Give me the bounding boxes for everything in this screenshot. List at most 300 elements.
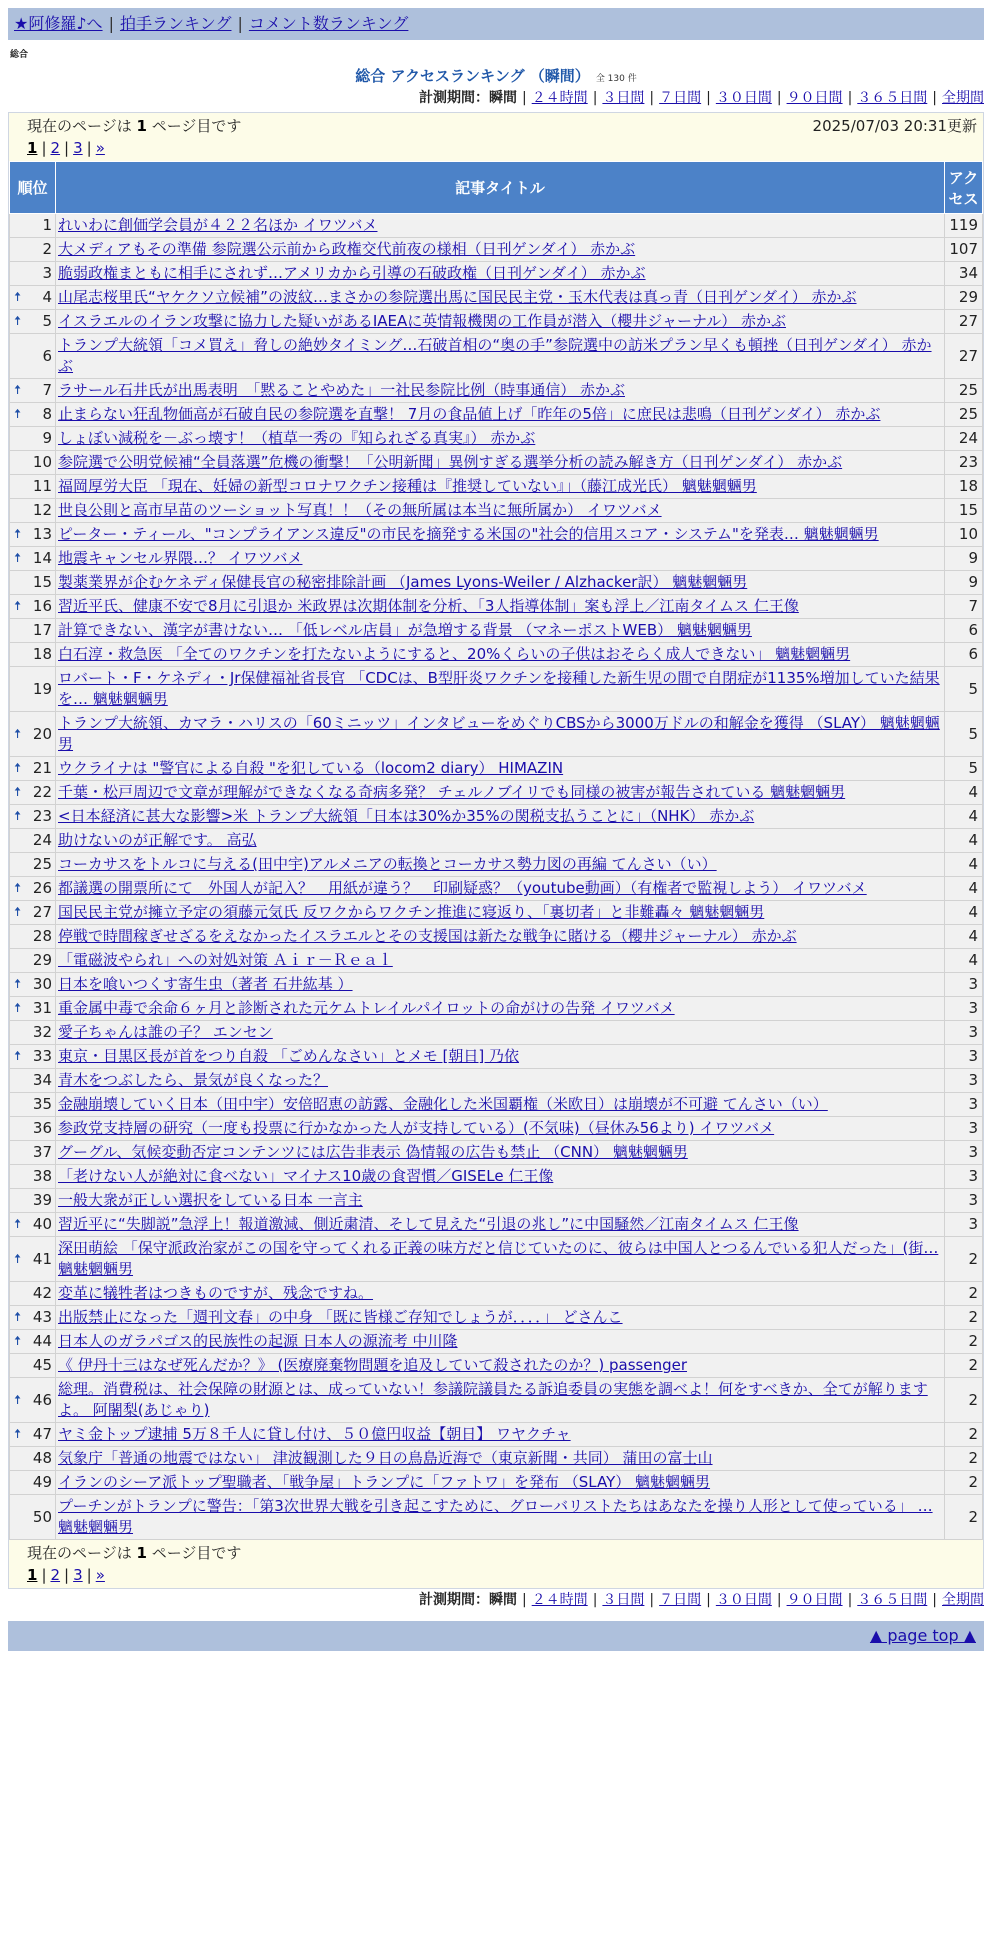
title-cell xyxy=(56,667,945,712)
title-cell xyxy=(56,499,945,523)
rank-number: 42 xyxy=(32,1284,52,1302)
table-row xyxy=(10,949,983,973)
ranking-heading xyxy=(8,65,984,87)
rank-cell xyxy=(10,451,56,475)
article-link[interactable]: ピーター・ティール、"コンプライアンス違反"の市民を摘発する米国の"社会的信用スコア・システム"を発表… 魑魅魍魎男 xyxy=(58,525,879,543)
table-row xyxy=(10,451,983,475)
rank-number: 7 xyxy=(42,381,52,399)
access-count: 5 xyxy=(945,757,983,781)
title-cell xyxy=(56,643,945,667)
title-cell xyxy=(56,1069,945,1093)
period-link[interactable]: ３日間 xyxy=(602,90,645,106)
table-row xyxy=(10,595,983,619)
access-count: 3 xyxy=(945,1045,983,1069)
table-row xyxy=(10,403,983,427)
rank-number: 39 xyxy=(32,1191,52,1209)
table-row xyxy=(10,571,983,595)
article-link[interactable]: 日本を喰いつくす寄生虫（著者 石井紘基 ） xyxy=(58,975,353,993)
article-link[interactable]: ラサール石井氏が出馬表明 「黙ることやめた」一社民参院比例（時事通信） 赤かぶ xyxy=(58,381,625,399)
current-page-suffix: ページ目です xyxy=(146,117,242,135)
rank-cell xyxy=(10,805,56,829)
access-count: 25 xyxy=(945,379,983,403)
article-link[interactable]: イランのシーア派トップ聖職者、「戦争屋」トランプに「ファトワ」を発布 （SLAY） 魑魅魍魎男 xyxy=(58,1473,711,1491)
rank-number: 24 xyxy=(32,831,52,849)
title-cell xyxy=(56,781,945,805)
rank-cell xyxy=(10,238,56,262)
rank-cell xyxy=(10,1447,56,1471)
rank-cell xyxy=(10,1021,56,1045)
article-link[interactable]: 止まらない狂乱物価高が石破自民の参院選を直撃！ 7月の食品値上げ「昨年の5倍」に庶民は悲鳴（日刊ゲンダイ） 赤かぶ xyxy=(58,405,881,423)
article-link[interactable]: れいわに創価学会員が４２２名ほか イワツバメ xyxy=(58,216,378,234)
article-link[interactable]: 脆弱政権まともに相手にされず…アメリカから引導の石破政権（日刊ゲンダイ） 赤かぶ xyxy=(58,264,646,282)
rank-number: 12 xyxy=(32,501,52,519)
page-separator: | xyxy=(41,1566,47,1584)
title-cell xyxy=(56,1354,945,1378)
period-link[interactable]: ９０日間 xyxy=(786,90,843,106)
access-count: 6 xyxy=(945,643,983,667)
table-row xyxy=(10,1069,983,1093)
article-link[interactable]: 一般大衆が正しい選択をしている日本 一言主 xyxy=(58,1191,363,1209)
current-page-number: 1 xyxy=(136,117,147,135)
up-arrow-icon: 🠅 xyxy=(14,1310,22,1325)
rank-cell xyxy=(10,499,56,523)
rank-cell xyxy=(10,523,56,547)
article-link[interactable]: 出版禁止になった「週刊文春」の中身 「既に皆様ご存知でしょうが．．．．」 どさんこ xyxy=(58,1308,623,1326)
page-link[interactable]: 2 xyxy=(50,139,61,157)
rank-number: 45 xyxy=(32,1356,52,1374)
access-count: 34 xyxy=(945,262,983,286)
rank-cell xyxy=(10,286,56,310)
clap-ranking-link[interactable]: 拍手ランキング xyxy=(119,14,232,33)
rank-cell xyxy=(10,829,56,853)
article-link[interactable]: 製薬業界が企むケネディ保健長官の秘密排除計画 （James Lyons-Weiler / Alzhacker訳） 魑魅魍魎男 xyxy=(58,573,748,591)
rank-number: 5 xyxy=(42,312,52,330)
article-link[interactable]: <日本経済に甚大な影響>米 トランプ大統領「日本は30%か35%の関税支払うことに」（NHK） 赤かぶ xyxy=(58,807,755,825)
access-count: 4 xyxy=(945,781,983,805)
access-count: 5 xyxy=(945,667,983,712)
article-link[interactable]: トランプ大統領「コメ買え」脅しの絶妙タイミング…石破首相の“奥の手”参院選中の訪米プラン早くも頓挫（日刊ゲンダイ） 赤かぶ xyxy=(58,336,932,375)
table-row xyxy=(10,619,983,643)
rank-number: 20 xyxy=(32,724,52,743)
article-link[interactable]: ウクライナは "警官による自殺 "を犯している（locom2 diary） HIMAZIN xyxy=(58,759,564,777)
access-count: 2 xyxy=(945,1330,983,1354)
rank-number: 13 xyxy=(32,525,52,543)
access-count: 2 xyxy=(945,1495,983,1540)
article-link[interactable]: グーグル、気候変動否定コンテンツには広告非表示 偽情報の広告も禁止 （CNN） 魑魅魍魎男 xyxy=(58,1143,688,1161)
article-link[interactable]: 深田萌絵 「保守派政治家がこの国を守ってくれる正義の味方だと信じていたのに、彼らは中国人とつるんでいる犯人だった」(街… 魑魅魍魎男 xyxy=(58,1239,939,1278)
rank-number: 32 xyxy=(32,1023,52,1041)
page-link[interactable]: 3 xyxy=(73,139,83,157)
access-count: 7 xyxy=(945,595,983,619)
rank-cell xyxy=(10,475,56,499)
article-link[interactable]: 地震キャンセル界隈…？ イワツバメ xyxy=(58,549,303,567)
table-row xyxy=(10,1093,983,1117)
rank-cell xyxy=(10,334,56,379)
rank-cell xyxy=(10,1423,56,1447)
title-cell xyxy=(56,1306,945,1330)
footer-bar xyxy=(8,1621,984,1651)
current-page-text xyxy=(27,1542,241,1564)
title-cell xyxy=(56,1423,945,1447)
page-link[interactable]: 3 xyxy=(73,1566,83,1584)
period-link[interactable]: ７日間 xyxy=(659,1592,702,1608)
page-separator: | xyxy=(41,139,47,157)
rank-number: 38 xyxy=(32,1167,52,1185)
access-count: 4 xyxy=(945,949,983,973)
rank-cell xyxy=(10,757,56,781)
article-link[interactable]: 習近平に“失脚説”急浮上！報道激減、側近粛清、そして見えた“引退の兆し”に中国騒然／江南タイムス 仁王像 xyxy=(58,1215,799,1233)
rank-cell xyxy=(10,973,56,997)
article-link[interactable]: 山尾志桜里氏“ヤケクソ立候補”の波紋…まさかの参院選出馬に国民民主党・玉木代表は真っ青（日刊ゲンダイ） 赤かぶ xyxy=(58,288,857,306)
rank-cell xyxy=(10,214,56,238)
table-row xyxy=(10,1354,983,1378)
article-link[interactable]: 都議選の開票所にて 外国人が記入？ 用紙が違う？ 印刷疑惑？（youtube動画）（有権者で監視しよう） イワツバメ xyxy=(58,879,867,897)
access-count: 3 xyxy=(945,1069,983,1093)
rank-cell xyxy=(10,1378,56,1423)
rank-number: 48 xyxy=(32,1449,52,1467)
period-separator: | xyxy=(649,90,655,106)
title-cell xyxy=(56,238,945,262)
table-row xyxy=(10,805,983,829)
table-row xyxy=(10,1378,983,1423)
home-link[interactable]: ★阿修羅♪へ xyxy=(14,14,103,33)
title-cell xyxy=(56,619,945,643)
rank-number: 23 xyxy=(32,807,52,825)
period-link[interactable]: ７日間 xyxy=(659,90,702,106)
title-cell xyxy=(56,973,945,997)
table-row xyxy=(10,523,983,547)
article-link[interactable]: 「老けない人が絶対に食べない」マイナス10歳の食習慣／GISELe 仁王像 xyxy=(58,1167,554,1185)
article-link[interactable]: イスラエルのイラン攻撃に協力した疑いがあるIAEAに英情報機関の工作員が潜入（櫻井ジャーナル） 赤かぶ xyxy=(58,312,786,330)
up-arrow-icon: 🠅 xyxy=(14,881,22,896)
period-separator: | xyxy=(776,1592,782,1608)
table-row xyxy=(10,1213,983,1237)
updated-timestamp: 2025/07/03 20:31更新 xyxy=(812,117,977,135)
access-count: 107 xyxy=(945,238,983,262)
title-cell xyxy=(56,286,945,310)
up-arrow-icon: 🠅 xyxy=(14,290,22,305)
access-count: 3 xyxy=(945,1189,983,1213)
article-link[interactable]: しょぼい減税を－ぶっ壊す！（植草一秀の『知られざる真実』） 赤かぶ xyxy=(58,429,536,447)
page-link-current[interactable]: 1 xyxy=(27,139,38,157)
page-separator: | xyxy=(64,139,70,157)
rank-cell xyxy=(10,1093,56,1117)
up-arrow-icon: 🠅 xyxy=(14,977,22,992)
article-link[interactable]: プーチンがトランプに警告：「第3次世界大戦を引き起こすために、グローバリストたちはあなたを操り人形として使っている」 … 魑魅魍魎男 xyxy=(58,1497,933,1536)
period-selector-bottom xyxy=(8,1589,984,1611)
period-link[interactable]: ９０日間 xyxy=(786,1592,843,1608)
table-row xyxy=(10,901,983,925)
access-count: 3 xyxy=(945,997,983,1021)
article-link[interactable]: 停戦で時間稼ぎせざるをえなかったイスラエルとその支援国は新たな戦争に賭ける（櫻井ジャーナル） 赤かぶ xyxy=(58,927,797,945)
rank-cell xyxy=(10,1354,56,1378)
period-separator: | xyxy=(776,90,782,106)
rank-number: 16 xyxy=(32,597,52,615)
table-row xyxy=(10,1021,983,1045)
table-row xyxy=(10,1495,983,1540)
article-link[interactable]: 青木をつぶしたら、景気が良くなった？ xyxy=(58,1071,329,1089)
article-link[interactable]: 世良公則と高市早苗のツーショット写真！！（その無所属は本当に無所属か） イワツバメ xyxy=(58,501,662,519)
article-link[interactable]: ヤミ金トップ逮捕 5万８千人に貸し付け、５０億円収益【朝日】 ワヤクチャ xyxy=(58,1425,571,1443)
table-row xyxy=(10,499,983,523)
rank-number: 3 xyxy=(42,264,52,282)
article-link[interactable]: 気象庁「普通の地震ではない」 津波観測した９日の鳥島近海で（東京新聞・共同） 蒲田の富士山 xyxy=(58,1449,713,1467)
title-cell xyxy=(56,757,945,781)
article-link[interactable]: トランプ大統領、カマラ・ハリスの「60ミニッツ」インタビューをめぐりCBSから3000万ドルの和解金を獲得 （SLAY） 魑魅魍魎男 xyxy=(58,714,940,753)
rank-number: 49 xyxy=(32,1473,52,1491)
rank-number: 9 xyxy=(42,429,52,447)
table-row xyxy=(10,214,983,238)
period-separator: | xyxy=(592,1592,598,1608)
access-count: 5 xyxy=(945,712,983,757)
title-cell xyxy=(56,1282,945,1306)
table-row xyxy=(10,829,983,853)
period-separator: | xyxy=(649,1592,655,1608)
table-row xyxy=(10,1117,983,1141)
rank-number: 22 xyxy=(32,783,52,801)
article-link[interactable]: 白石淳・救急医 「全てのワクチンを打たないようにすると、20%くらいの子供はおそらく成人できない」 魑魅魍魎男 xyxy=(58,645,851,663)
rank-cell xyxy=(10,667,56,712)
table-row xyxy=(10,1141,983,1165)
up-arrow-icon: 🠅 xyxy=(14,314,22,329)
rank-number: 47 xyxy=(32,1425,52,1443)
rank-number: 18 xyxy=(32,645,52,663)
article-link[interactable]: 国民民主党が擁立予定の須藤元気氏 反ワクからワクチン推進に寝返り、「裏切者」と非難轟々 魑魅魍魎男 xyxy=(58,903,765,921)
article-link[interactable]: 総理。消費税は、社会保障の財源とは、成っていない！参議院議員たる訴追委員の実態を調べよ！何をすべきか、全てが解りますよ。 阿闍梨(あじゃり) xyxy=(58,1380,928,1419)
rank-cell xyxy=(10,1117,56,1141)
article-link[interactable]: 計算できない、漢字が書けない… 「低レベル店員」が急増する背景 （マネーポストWEB） 魑魅魍魎男 xyxy=(58,621,752,639)
access-header: アクセス xyxy=(945,162,983,214)
ranking-box xyxy=(8,112,984,1589)
title-cell xyxy=(56,925,945,949)
rank-cell xyxy=(10,1213,56,1237)
rank-number: 21 xyxy=(32,759,52,777)
nav-separator: | xyxy=(108,14,114,33)
article-link[interactable]: 日本人のガラパゴス的民族性の起源 日本人の源流考 中川隆 xyxy=(58,1332,458,1350)
ranking-table xyxy=(9,161,983,1540)
article-link[interactable]: 愛子ちゃんは誰の子？ エンセン xyxy=(58,1023,273,1041)
table-row xyxy=(10,1045,983,1069)
article-link[interactable]: ロバート・F・ケネディ・Jr保健福祉省長官 「CDCは、B型肝炎ワクチンを接種した新生児の間で自閉症が1135%増加していた結果を… 魑魅魍魎男 xyxy=(58,669,940,708)
title-cell xyxy=(56,949,945,973)
table-row xyxy=(10,547,983,571)
period-separator: | xyxy=(706,90,711,106)
rank-cell xyxy=(10,1282,56,1306)
period-link[interactable]: ３日間 xyxy=(602,1592,645,1608)
rank-number: 1 xyxy=(42,216,52,234)
access-count: 2 xyxy=(945,1447,983,1471)
title-cell xyxy=(56,310,945,334)
article-link[interactable]: 参政党支持層の研究（一度も投票に行かなかった人が支持している）(不気味)（昼休み56より) イワツバメ xyxy=(58,1119,775,1137)
title-header: 記事タイトル xyxy=(56,162,945,214)
title-cell xyxy=(56,1447,945,1471)
rank-cell xyxy=(10,853,56,877)
table-row xyxy=(10,973,983,997)
page-links xyxy=(27,137,977,159)
up-arrow-icon: 🠅 xyxy=(14,1334,22,1349)
pager-status-row xyxy=(27,1542,977,1564)
page-top-link[interactable]: ▲ page top ▲ xyxy=(869,1626,976,1645)
table-row xyxy=(10,1189,983,1213)
category-label: 総合 xyxy=(10,50,29,60)
table-row xyxy=(10,310,983,334)
up-arrow-icon: 🠅 xyxy=(14,905,22,920)
period-separator: | xyxy=(521,1592,527,1608)
table-row xyxy=(10,1237,983,1282)
page-separator: | xyxy=(86,139,92,157)
nav-separator: | xyxy=(237,14,243,33)
rank-cell xyxy=(10,643,56,667)
rank-number: 35 xyxy=(32,1095,52,1113)
title-cell xyxy=(56,451,945,475)
up-arrow-icon: 🠅 xyxy=(14,1217,22,1232)
rank-number: 6 xyxy=(42,346,52,365)
article-link[interactable]: 福岡厚労大臣 「現在、妊婦の新型コロナワクチン接種は『推奨していない』」（藤江成光氏） 魑魅魍魎男 xyxy=(58,477,757,495)
rank-cell xyxy=(10,1330,56,1354)
article-link[interactable]: コーカサスをトルコに与える(田中宇)アルメニアの転換とコーカサス勢力図の再編 てんさい（い） xyxy=(58,855,717,873)
access-count: 3 xyxy=(945,1021,983,1045)
access-count: 3 xyxy=(945,1165,983,1189)
page-separator: | xyxy=(86,1566,92,1584)
page-link[interactable]: » xyxy=(95,139,105,157)
access-count: 25 xyxy=(945,403,983,427)
rank-cell xyxy=(10,1069,56,1093)
period-link[interactable]: ３６５日間 xyxy=(857,90,928,106)
rank-cell xyxy=(10,712,56,757)
comment-ranking-link[interactable]: コメント数ランキング xyxy=(248,14,409,33)
period-link[interactable]: ３０日間 xyxy=(715,90,772,106)
rank-cell xyxy=(10,379,56,403)
table-row xyxy=(10,667,983,712)
ranking-count: 全 130 件 xyxy=(595,74,637,84)
up-arrow-icon: 🠅 xyxy=(14,726,22,742)
title-cell xyxy=(56,334,945,379)
up-arrow-icon: 🠅 xyxy=(14,551,22,566)
article-link[interactable]: 助けないのが正解です。 高弘 xyxy=(58,831,257,849)
up-arrow-icon: 🠅 xyxy=(14,599,22,614)
rank-number: 25 xyxy=(32,855,52,873)
current-page-text xyxy=(27,115,241,137)
article-link[interactable]: 習近平氏、健康不安で8月に引退か 米政界は次期体制を分析、「3人指導体制」案も浮上／江南タイムス 仁王像 xyxy=(58,597,799,615)
article-link[interactable]: 《 伊丹十三はなぜ死んだか？》 (医療廃棄物問題を追及していて殺されたのか？) passenger xyxy=(58,1356,688,1374)
rank-cell xyxy=(10,595,56,619)
access-count: 27 xyxy=(945,334,983,379)
table-row xyxy=(10,781,983,805)
title-cell xyxy=(56,1495,945,1540)
title-cell xyxy=(56,1237,945,1282)
page-link[interactable]: 2 xyxy=(50,1566,61,1584)
article-link[interactable]: 大メディアもその準備 参院選公示前から政権交代前夜の様相（日刊ゲンダイ） 赤かぶ xyxy=(58,240,636,258)
title-cell xyxy=(56,1471,945,1495)
access-count: 9 xyxy=(945,571,983,595)
article-link[interactable]: 変革に犠牲者はつきものですが、残念ですね。 xyxy=(58,1284,374,1302)
title-cell xyxy=(56,1330,945,1354)
title-cell xyxy=(56,475,945,499)
article-link[interactable]: 金融崩壊していく日本（田中宇）安倍昭恵の訪露、金融化した米国覇権（米欧日）は崩壊が不可避 てんさい（い） xyxy=(58,1095,828,1113)
access-count: 23 xyxy=(945,451,983,475)
period-separator: | xyxy=(521,90,527,106)
title-cell xyxy=(56,853,945,877)
table-row xyxy=(10,475,983,499)
rank-cell xyxy=(10,877,56,901)
title-cell xyxy=(56,547,945,571)
period-link[interactable]: ２４時間 xyxy=(531,1592,588,1608)
access-count: 24 xyxy=(945,427,983,451)
rank-cell xyxy=(10,1045,56,1069)
rank-number: 37 xyxy=(32,1143,52,1161)
period-link[interactable]: 全期間 xyxy=(942,90,984,106)
period-link[interactable]: ３０日間 xyxy=(715,1592,772,1608)
access-count: 29 xyxy=(945,286,983,310)
page-link-current[interactable]: 1 xyxy=(27,1566,38,1584)
access-count: 27 xyxy=(945,310,983,334)
access-count: 10 xyxy=(945,523,983,547)
rank-cell xyxy=(10,427,56,451)
period-selector-top xyxy=(8,87,984,109)
page-separator: | xyxy=(64,1566,70,1584)
article-link[interactable]: 重金属中毒で余命６ヶ月と診断された元ケムトレイルパイロットの命がけの告発 イワツバメ xyxy=(58,999,675,1017)
rank-number: 31 xyxy=(32,999,52,1017)
title-cell xyxy=(56,403,945,427)
period-separator: | xyxy=(847,1592,853,1608)
rank-number: 30 xyxy=(32,975,52,993)
table-row xyxy=(10,997,983,1021)
article-link[interactable]: 千葉・松戸周辺で文章が理解ができなくなる奇病多発？ チェルノブイリでも同様の被害が報告されている 魑魅魍魎男 xyxy=(58,783,846,801)
up-arrow-icon: 🠅 xyxy=(14,1251,22,1267)
title-cell xyxy=(56,1165,945,1189)
title-cell xyxy=(56,829,945,853)
article-link[interactable]: 「電磁波やられ」への対処対策 Ａｉｒ－Ｒｅａｌ xyxy=(58,951,393,969)
title-cell xyxy=(56,427,945,451)
up-arrow-icon: 🠅 xyxy=(14,407,22,422)
table-row xyxy=(10,1447,983,1471)
period-link[interactable]: ２４時間 xyxy=(531,90,588,106)
page-link[interactable]: » xyxy=(95,1566,105,1584)
period-link[interactable]: 全期間 xyxy=(942,1592,984,1608)
period-label: 計測期間： xyxy=(418,1592,489,1608)
rank-number: 41 xyxy=(32,1249,52,1268)
title-cell xyxy=(56,877,945,901)
access-count: 4 xyxy=(945,925,983,949)
title-cell xyxy=(56,805,945,829)
rank-cell xyxy=(10,997,56,1021)
article-link[interactable]: 参院選で公明党候補“全員落選”危機の衝撃！「公明新聞」異例すぎる選挙分析の読み解き方（日刊ゲンダイ） 赤かぶ xyxy=(58,453,843,471)
period-separator: | xyxy=(847,90,853,106)
access-count: 2 xyxy=(945,1423,983,1447)
rank-cell xyxy=(10,1471,56,1495)
rank-number: 26 xyxy=(32,879,52,897)
article-link[interactable]: 東京・目黒区長が首をつり自殺 「ごめんなさい」とメモ [朝日] 乃依 xyxy=(58,1047,520,1065)
period-current: 瞬間 xyxy=(488,1592,517,1608)
access-count: 3 xyxy=(945,1093,983,1117)
access-count: 3 xyxy=(945,973,983,997)
table-row xyxy=(10,877,983,901)
access-count: 119 xyxy=(945,214,983,238)
period-link[interactable]: ３６５日間 xyxy=(857,1592,928,1608)
table-row xyxy=(10,925,983,949)
table-row xyxy=(10,262,983,286)
access-count: 2 xyxy=(945,1306,983,1330)
title-cell xyxy=(56,595,945,619)
rank-number: 36 xyxy=(32,1119,52,1137)
pager-bottom xyxy=(9,1540,983,1588)
rank-number: 34 xyxy=(32,1071,52,1089)
up-arrow-icon: 🠅 xyxy=(14,1049,22,1064)
rank-cell xyxy=(10,781,56,805)
rank-cell xyxy=(10,310,56,334)
rank-number: 11 xyxy=(32,477,52,495)
current-page-prefix: 現在のページは xyxy=(27,117,137,135)
